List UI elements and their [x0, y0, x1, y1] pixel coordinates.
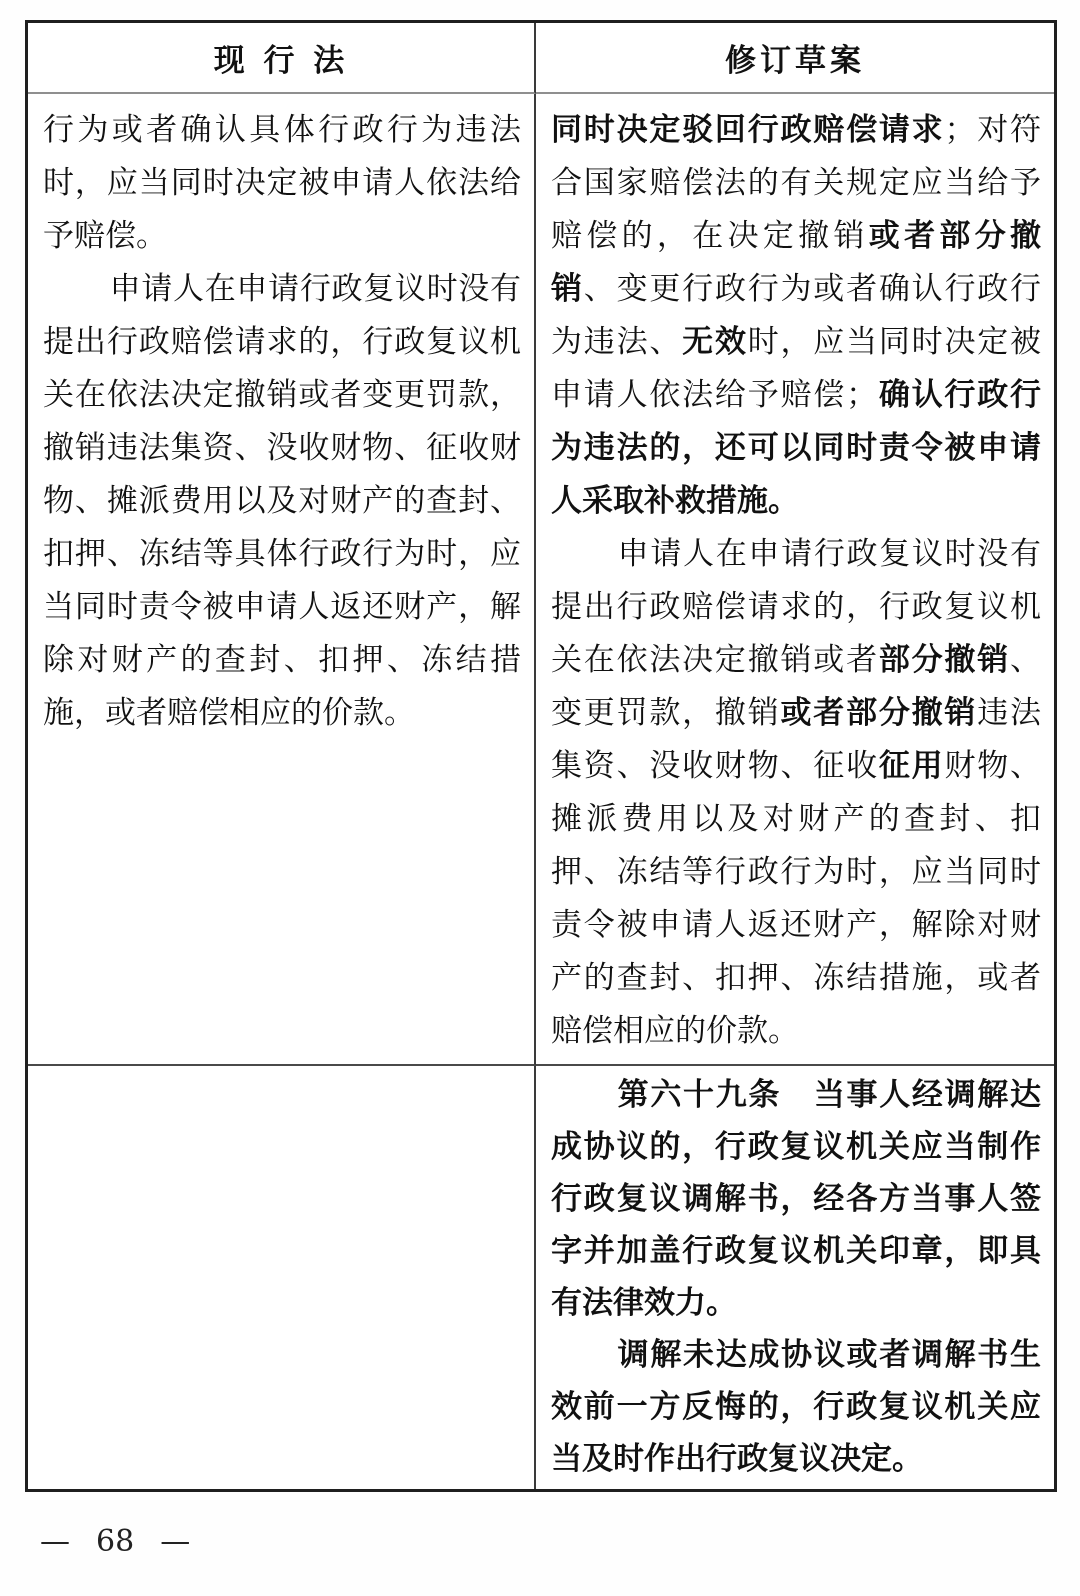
- current-law-cell-row2: [28, 1066, 536, 1489]
- text-segment: 时，应当同时决定被申请人依法给予赔偿；: [551, 324, 1042, 413]
- paragraph: [551, 1069, 1041, 1329]
- revised-draft-cell-row2: [536, 1066, 1054, 1489]
- bold-text-segment: 或者部分撤销: [551, 218, 1042, 307]
- law-comparison-table: [25, 20, 1057, 1492]
- revised-draft-cell-row1: [536, 94, 1054, 1066]
- text-segment: 申请人在申请行政复议时没有提出行政赔偿请求的，行政复议机关在依法决定撤销或者: [551, 536, 1041, 678]
- bold-text-segment: 无效: [682, 324, 748, 360]
- page-footer: [40, 1524, 190, 1559]
- text-segment: 申请人在申请行政复议时没有提出行政赔偿请求的，行政复议机关在依法决定撤销或者变更罚款，撤销违法集资、没收财物、征收财物、摊派费用以及对财产的查封、扣押、冻结等具体行政行为时，应当同时责令被申请人返还财产，解除对财产的查封、扣押、冻结措施，或者赔偿相应的价款。: [43, 271, 521, 731]
- bold-text-segment: 征用: [878, 748, 945, 784]
- bold-text-segment: 部分撤销: [878, 642, 1011, 678]
- header-revised-draft: 修订草案: [536, 23, 1054, 94]
- current-law-cell-row1: [28, 94, 536, 1066]
- paragraph: [43, 263, 521, 740]
- bold-text-segment: 同时决定驳回行政赔偿请求: [551, 112, 945, 148]
- paragraph: [551, 104, 1041, 528]
- text-segment: 、变更行政行为或者确认行政行为违法、: [551, 271, 1042, 360]
- bold-text-segment: 确认行政行为违法的，还可以同时责令被申请人采取补救措施。: [551, 377, 1042, 519]
- bold-text-segment: 第六十九条 当事人经调解达成协议的，行政复议机关应当制作行政复议调解书，经各方当事人签字并加盖行政复议机关印章，即具有法律效力。: [551, 1077, 1041, 1321]
- bold-text-segment: 调解未达成协议或者调解书生效前一方反悔的，行政复议机关应当及时作出行政复议决定。: [551, 1337, 1041, 1477]
- paragraph: [551, 1329, 1041, 1485]
- paragraph: [551, 528, 1041, 1058]
- text-segment: 行为或者确认具体行政行为违法时，应当同时决定被申请人依法给予赔偿。: [43, 112, 521, 254]
- text-segment: ；对符合国家赔偿法的有关规定应当给予赔偿的，在决定撤销: [551, 112, 1042, 254]
- text-segment: 违法集资、没收财物、征收: [551, 695, 1042, 784]
- text-segment: 财物、摊派费用以及对财产的查封、扣押、冻结等行政行为时，应当同时责令被申请人返还财产，解除对财产的查封、扣押、冻结措施，或者赔偿相应的价款。: [551, 748, 1042, 1049]
- footer-right-dash: —: [160, 1524, 191, 1559]
- page-number: 68: [96, 1524, 135, 1559]
- bold-text-segment: 或者部分撤销: [780, 695, 978, 731]
- footer-left-dash: —: [40, 1524, 70, 1559]
- paragraph: [43, 104, 521, 263]
- header-current-law: 现 行 法: [28, 23, 536, 94]
- text-segment: 、变更罚款，撤销: [551, 642, 1042, 731]
